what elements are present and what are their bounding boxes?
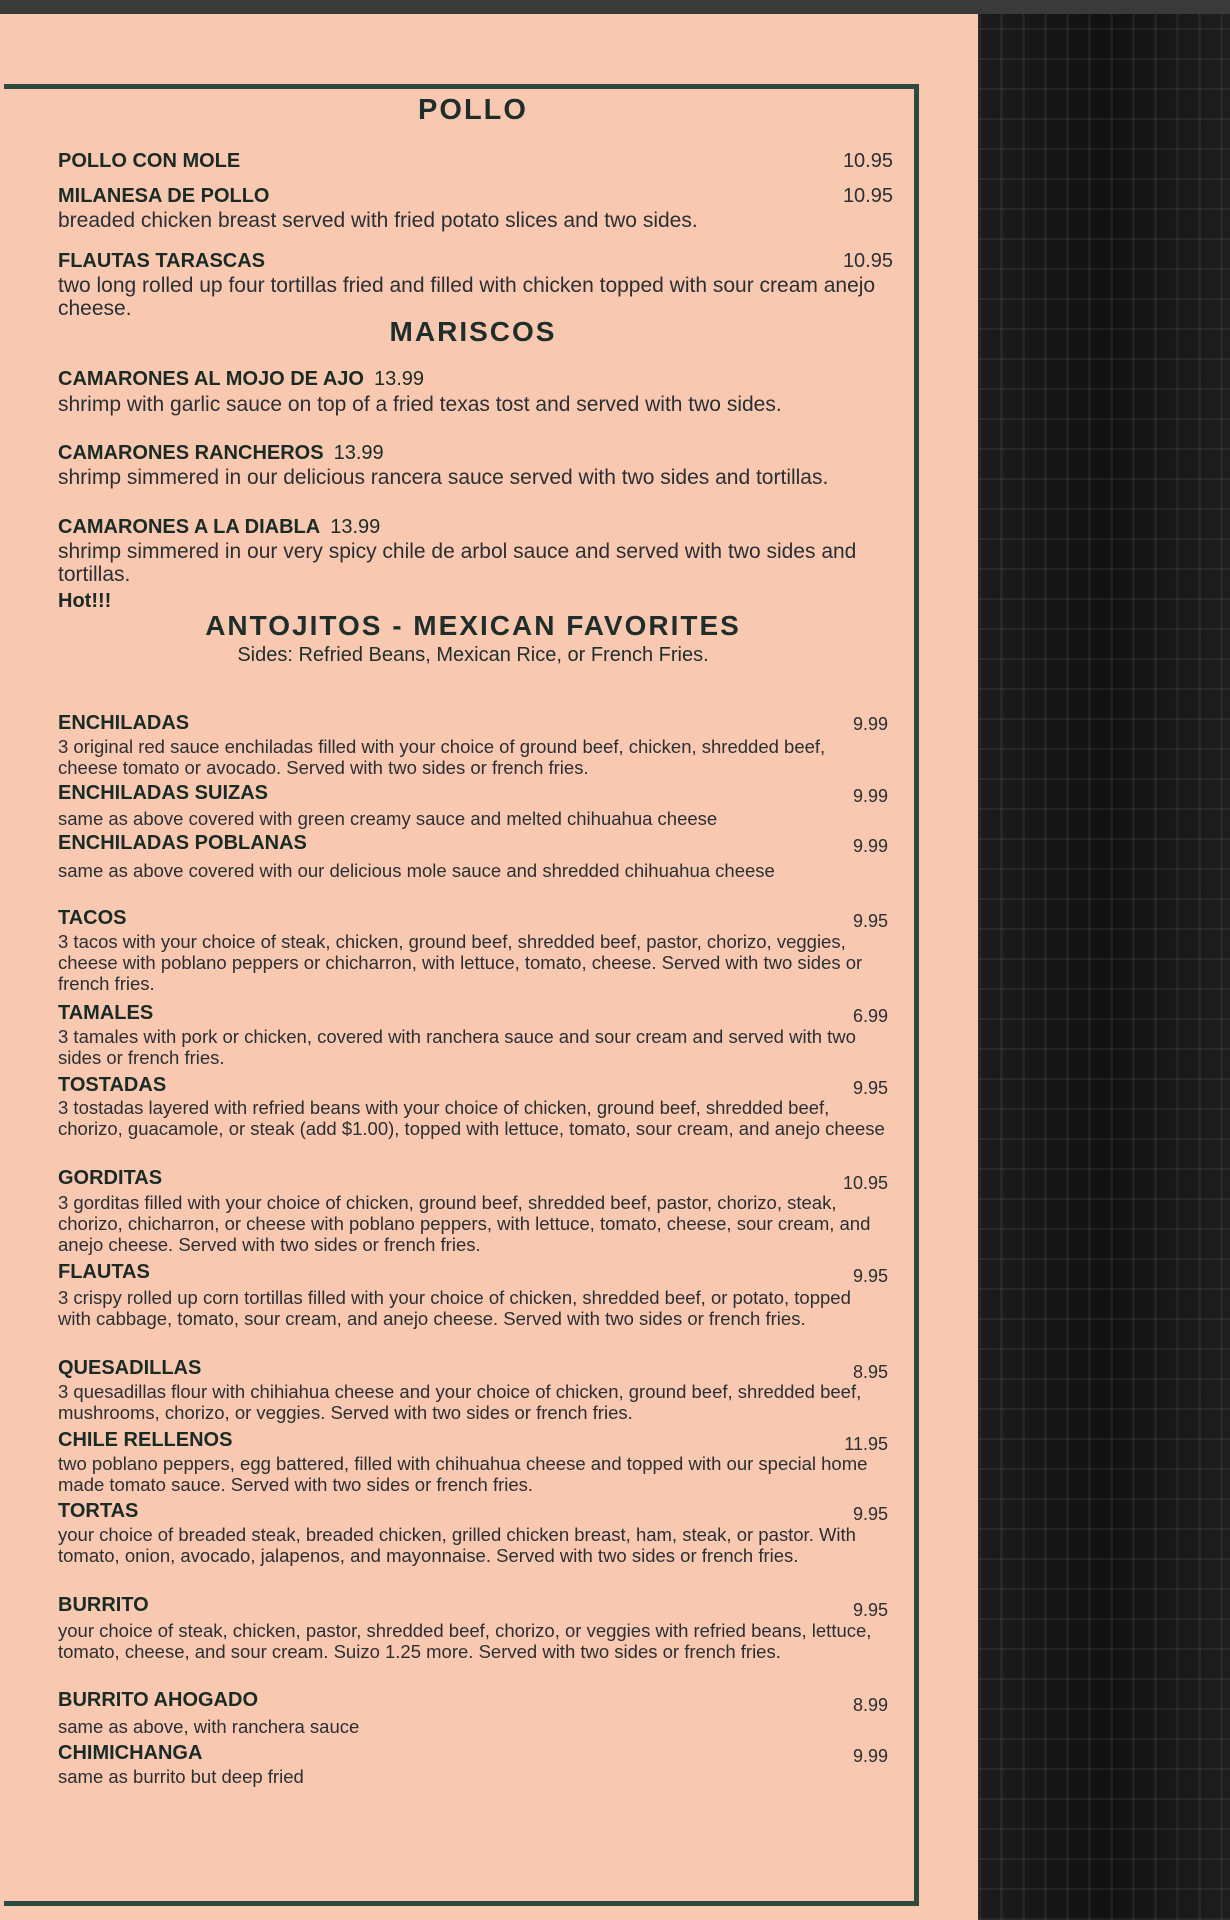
- item-price: 10.95: [842, 1173, 888, 1193]
- section-subtitle: Sides: Refried Beans, Mexican Rice, or French Fries.: [237, 644, 709, 666]
- item-name: TOSTADAS: [58, 1074, 167, 1096]
- item-name: FLAUTAS: [58, 1261, 150, 1283]
- item-description: same as burrito but deep fried: [58, 1766, 304, 1787]
- item-price: 9.95: [852, 1600, 888, 1620]
- item-description: two long rolled up four tortillas fried and filled with chicken topped with sour cream anejo cheese.: [58, 274, 876, 320]
- item-price: 8.95: [852, 1362, 888, 1382]
- hot-note: Hot!!!: [58, 590, 112, 612]
- item-name: ENCHILADAS POBLANAS: [58, 832, 307, 854]
- item-name: [58, 442, 384, 465]
- item-name: GORDITAS: [58, 1167, 163, 1189]
- item-name: FLAUTAS TARASCAS: [58, 250, 266, 272]
- item-name: [58, 368, 424, 391]
- item-price: 9.95: [852, 1266, 888, 1286]
- menu-page: [0, 14, 978, 1920]
- item-price: 11.95: [844, 1434, 888, 1454]
- top-edge: [0, 0, 1230, 14]
- item-name: CHILE RELLENOS: [58, 1429, 233, 1451]
- item-name: POLLO CON MOLE: [58, 150, 241, 172]
- item-price: 10.95: [842, 150, 893, 172]
- item-description: breaded chicken breast served with fried potato slices and two sides.: [58, 209, 698, 232]
- item-description: 3 original red sauce enchiladas filled with your choice of ground beef, chicken, shredded beef, cheese tomato or avocado. Served with two sides or french fries.: [58, 736, 826, 778]
- item-price: 9.99: [852, 836, 888, 856]
- item-description: your choice of breaded steak, breaded chicken, grilled chicken breast, ham, steak, or pastor. With tomato, onion, avocado, jalapenos, and mayonnaise. Served with two sides or french fries.: [58, 1524, 856, 1566]
- item-name: BURRITO AHOGADO: [58, 1689, 258, 1711]
- item-price: 6.99: [852, 1006, 888, 1026]
- item-price: 13.99: [333, 442, 384, 464]
- item-name: [58, 516, 380, 539]
- item-description: same as above, with ranchera sauce: [58, 1716, 360, 1737]
- item-name: MILANESA DE POLLO: [58, 185, 270, 207]
- item-description: same as above covered with green creamy sauce and melted chihuahua cheese: [58, 808, 718, 829]
- item-description: 3 tamales with pork or chicken, covered with ranchera sauce and sour cream and served with two sides or french fries.: [58, 1026, 856, 1068]
- item-name: TORTAS: [58, 1500, 139, 1522]
- item-price: 9.99: [852, 1746, 888, 1766]
- item-description: your choice of steak, chicken, pastor, shredded beef, chorizo, or veggies with refried beans, lettuce, tomato, cheese, and sour cream. Suizo 1.25 more. Served with two sides or french fries.: [58, 1620, 872, 1662]
- item-description: two poblano peppers, egg battered, filled with chihuahua cheese and topped with our special home made tomato sauce. Served with two sides or french fries.: [58, 1453, 868, 1495]
- item-description: 3 tostadas layered with refried beans with your choice of chicken, ground beef, shredded beef, chorizo, guacamole, or steak (add $1.00), topped with lettuce, tomato, sour cream, and anejo cheese: [58, 1097, 885, 1139]
- item-description: shrimp simmered in our very spicy chile de arbol sauce and served with two sides and tortillas.: [58, 540, 857, 586]
- item-name-text: CAMARONES AL MOJO DE AJO: [58, 368, 364, 390]
- item-name-text: CAMARONES A LA DIABLA: [58, 516, 321, 538]
- item-name: TAMALES: [58, 1002, 154, 1024]
- item-name: ENCHILADAS: [58, 712, 190, 734]
- item-price: 10.95: [842, 185, 893, 207]
- item-name: ENCHILADAS SUIZAS: [58, 782, 269, 804]
- item-description: shrimp simmered in our delicious rancera sauce served with two sides and tortillas.: [58, 466, 829, 489]
- item-description: 3 quesadillas flour with chihiahua cheese and your choice of chicken, ground beef, shredded beef, mushrooms, chorizo, or veggies. Served with two sides or french fries.: [58, 1381, 862, 1423]
- item-name: TACOS: [58, 907, 127, 929]
- item-price: 13.99: [330, 516, 381, 538]
- item-price: 9.99: [852, 714, 888, 734]
- item-description: shrimp with garlic sauce on top of a fried texas tost and served with two sides.: [58, 393, 782, 416]
- section-title-pollo: POLLO: [418, 94, 528, 126]
- item-description: 3 gorditas filled with your choice of chicken, ground beef, shredded beef, pastor, chorizo, steak, chorizo, chicharron, or cheese with poblano peppers, with lettuce, tomato, cheese, sour cream, and anejo cheese. Served with two sides or french fries.: [58, 1192, 871, 1255]
- item-price: 8.99: [852, 1695, 888, 1715]
- item-price: 9.95: [852, 1078, 888, 1098]
- item-name: CHIMICHANGA: [58, 1742, 203, 1764]
- background-strip: [978, 14, 1230, 1920]
- item-description: same as above covered with our delicious mole sauce and shredded chihuahua cheese: [58, 860, 775, 881]
- item-description: 3 crispy rolled up corn tortillas filled with your choice of chicken, shredded beef, or potato, topped with cabbage, tomato, sour cream, and anejo cheese. Served with two sides or french fries.: [58, 1287, 851, 1329]
- item-price: 9.99: [852, 786, 888, 806]
- item-name-text: CAMARONES RANCHEROS: [58, 442, 324, 464]
- section-title-mariscos: MARISCOS: [389, 316, 557, 347]
- section-title-antojitos: ANTOJITOS - MEXICAN FAVORITES: [205, 610, 741, 641]
- item-price: 9.95: [852, 911, 888, 931]
- item-description: 3 tacos with your choice of steak, chicken, ground beef, shredded beef, pastor, chorizo, veggies, cheese with poblano peppers or chicharron, with lettuce, tomato, cheese. Served with two sides or french fries.: [58, 931, 863, 994]
- item-price: 10.95: [842, 250, 893, 272]
- item-name: QUESADILLAS: [58, 1357, 202, 1379]
- item-name: BURRITO: [58, 1594, 149, 1616]
- item-price: 9.95: [852, 1504, 888, 1524]
- item-price: 13.99: [373, 368, 425, 390]
